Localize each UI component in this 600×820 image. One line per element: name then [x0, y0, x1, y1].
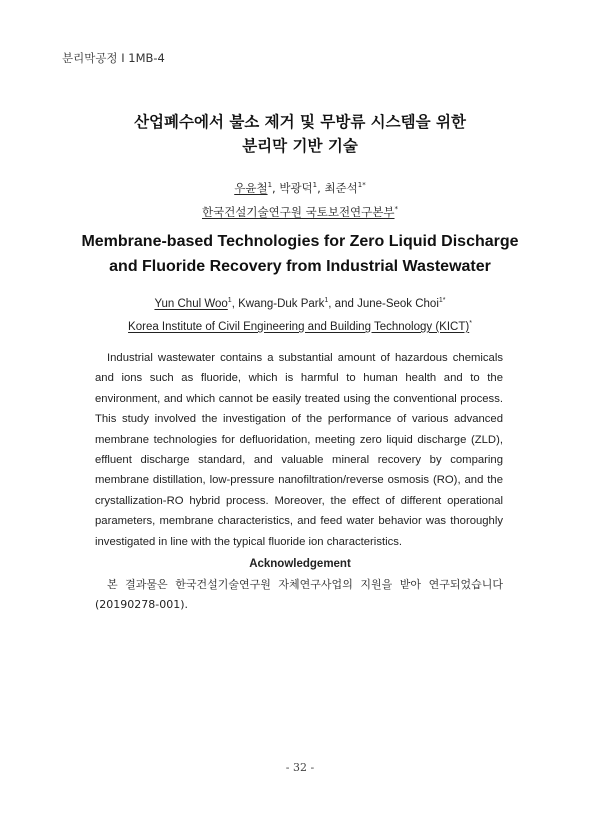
- english-author-list: [0, 291, 600, 314]
- korean-author-list: [0, 175, 600, 199]
- affiliation-superscript: *: [469, 319, 472, 327]
- english-author-block: [0, 291, 600, 337]
- author-superscript: 1: [227, 297, 232, 304]
- page-number: - 32 -: [285, 761, 315, 774]
- acknowledgement-text: 본 결과물은 한국건설기술연구원 자체연구사업의 지원을 받아 연구되었습니다 (20190278-001).: [95, 578, 503, 611]
- korean-affiliation: [0, 199, 600, 223]
- author-separator: , and: [328, 297, 358, 310]
- author-superscript: 1: [312, 181, 318, 189]
- acknowledgement-heading: Acknowledgement: [249, 558, 351, 570]
- author-superscript: 1*: [438, 297, 446, 304]
- author-superscript: 1*: [357, 181, 366, 189]
- abstract-paragraph: Industrial wastewater contains a substantial amount of hazardous chemicals and ions such as fluoride, which is harmful to human health and to the environment, and which cannot be easily treated using the conventional process. This study involved the investigation of the performance of various advanced membrane technologies for defluoridation, meeting zero liquid discharge (ZLD), effluent discharge standard, and valuable mineral recovery by comparing membrane distillation, low-pressure nanofiltration/reverse osmosis (RO), and the crystallization-RO hybrid process. Moreover, the effect of different operational parameters, membrane characteristics, and feed water behavior was thoroughly investigated in line with the typical fluoride ion characteristics.: [95, 352, 503, 548]
- english-author-name: Yun Chul Woo: [154, 297, 228, 310]
- english-title: [0, 229, 600, 279]
- korean-title: [0, 110, 600, 158]
- author-superscript: 1: [267, 181, 273, 189]
- english-title-line-1: Membrane-based Technologies for Zero Liquid Discharge: [81, 233, 519, 250]
- korean-author-block: [0, 175, 600, 223]
- session-header: 분리막공정 Ⅰ 1MB-4: [62, 51, 165, 65]
- english-author-name: June-Seok Choi: [357, 297, 439, 310]
- english-title-line-2: and Fluoride Recovery from Industrial Wastewater: [109, 258, 491, 275]
- author-separator: ,: [231, 297, 239, 310]
- korean-author-name: 박광덕: [279, 180, 313, 195]
- author-separator: ,: [317, 180, 325, 195]
- author-superscript: 1: [324, 297, 329, 304]
- korean-author-name: 우윤철: [234, 180, 268, 195]
- english-affiliation: [0, 314, 600, 337]
- affiliation-superscript: *: [394, 204, 398, 213]
- korean-title-line-1: 산업폐수에서 불소 제거 및 무방류 시스템을 위한: [134, 113, 466, 131]
- korean-affiliation-text: 한국건설기술연구원 국토보전연구본부: [201, 204, 395, 219]
- korean-title-line-2: 분리막 기반 기술: [242, 137, 358, 155]
- english-affiliation-text: Korea Institute of Civil Engineering and Building Technology (KICT): [128, 320, 470, 333]
- korean-author-name: 최준석: [324, 180, 358, 195]
- author-separator: ,: [272, 180, 280, 195]
- english-author-name: Kwang-Duk Park: [238, 297, 325, 310]
